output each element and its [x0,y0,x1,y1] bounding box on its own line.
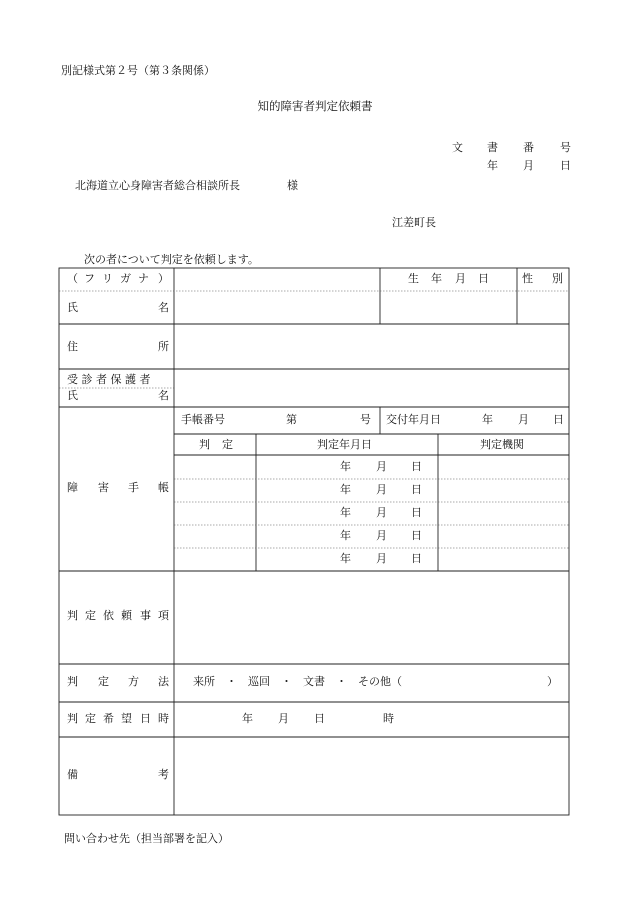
method-char-3: 方 [128,675,139,688]
furigana-char-2: フ [84,272,95,285]
doc-number-char-4: 号 [560,141,571,154]
handbook-char-3: 手 [128,481,139,494]
judge-row4-month: 月 [376,529,387,542]
honorific: 様 [287,179,298,192]
date-day-char: 日 [560,159,571,172]
furigana-char-4: ガ [120,272,131,285]
judge-row1-year: 年 [340,460,351,473]
remarks-char-1: 備 [67,768,78,781]
judge-row5-day: 日 [411,552,422,565]
judge-row3-day: 日 [411,506,422,519]
desired-year: 年 [242,712,253,725]
judge-row4-year: 年 [340,529,351,542]
judge-row4-day: 日 [411,529,422,542]
address-char-2: 所 [158,340,169,353]
desired-date-char-4: 望 [121,712,132,725]
name-char-2: 名 [158,301,169,314]
sex-char-2: 別 [552,272,563,285]
method-char-1: 判 [67,675,78,688]
judge-header-char-1: 判 [199,438,210,451]
document-title: 知的障害者判定依頼書 [257,99,373,113]
form-number-label: 別記様式第２号（第３条関係） [61,64,215,77]
desired-date-char-2: 定 [85,712,96,725]
judge-row2-month: 月 [376,483,387,496]
request-items-char-5: 事 [140,609,151,622]
judge-org-header: 判定機関 [480,438,524,451]
judge-date-header: 判定年月日 [317,438,372,451]
judge-row5-year: 年 [340,552,351,565]
doc-number-char-1: 文 [452,141,463,154]
birth-char-3: 月 [455,272,466,285]
handbook-gou: 号 [360,413,371,426]
guardian-name-char-2: 名 [158,389,169,402]
issue-month: 月 [518,413,529,426]
judge-row3-month: 月 [376,506,387,519]
sex-char-1: 性 [522,272,533,285]
doc-number-char-3: 番 [523,141,534,154]
furigana-char-3: リ [102,272,113,285]
desired-date-char-1: 判 [67,712,78,725]
request-items-char-3: 依 [103,609,114,622]
handbook-char-2: 害 [98,481,109,494]
handbook-dai: 第 [286,413,297,426]
judge-row2-year: 年 [340,483,351,496]
birth-char-4: 日 [478,272,489,285]
birth-char-1: 生 [408,272,419,285]
judge-row1-month: 月 [376,460,387,473]
request-items-char-1: 判 [67,609,78,622]
request-items-char-2: 定 [85,609,96,622]
doc-number-char-2: 書 [487,141,498,154]
addressee: 北海道立心身障害者総合相談所長 [75,179,240,192]
handbook-char-4: 帳 [158,481,169,494]
method-char-4: 法 [158,675,169,688]
request-items-char-6: 項 [158,609,169,622]
desired-hour: 時 [383,712,394,725]
date-year-char: 年 [487,159,498,172]
issue-day: 日 [553,413,564,426]
birth-char-2: 年 [431,272,442,285]
judge-row1-day: 日 [411,460,422,473]
judge-row2-day: 日 [411,483,422,496]
desired-month: 月 [278,712,289,725]
date-month-char: 月 [523,159,534,172]
judge-row3-year: 年 [340,506,351,519]
guardian-name-char-1: 氏 [67,389,78,402]
method-close-paren: ） [547,675,558,688]
issue-date-label: 交付年月日 [386,413,441,426]
furigana-char-1: （ [67,272,78,285]
desired-date-char-6: 時 [158,712,169,725]
guardian-label-line1: 受 診 者 保 護 者 [67,373,151,386]
desired-day: 日 [314,712,325,725]
issue-year: 年 [482,413,493,426]
name-char-1: 氏 [67,301,78,314]
method-char-2: 定 [98,675,109,688]
address-char-1: 住 [67,340,78,353]
judge-row5-month: 月 [376,552,387,565]
handbook-number-label: 手帳番号 [181,413,225,426]
judge-header-char-2: 定 [222,438,233,451]
request-text: 次の者について判定を依頼します。 [84,253,259,266]
desired-date-char-3: 希 [103,712,114,725]
sender: 江差町長 [392,216,436,229]
remarks-char-2: 考 [158,768,169,781]
handbook-char-1: 障 [67,481,78,494]
request-items-char-4: 頼 [121,609,132,622]
furigana-char-6: ） [158,272,169,285]
furigana-char-5: ナ [138,272,149,285]
desired-date-char-5: 日 [140,712,151,725]
contact-label: 問い合わせ先（担当部署を記入） [64,832,229,845]
method-options: 来所 ・ 巡回 ・ 文書 ・ その他（ [193,675,402,688]
